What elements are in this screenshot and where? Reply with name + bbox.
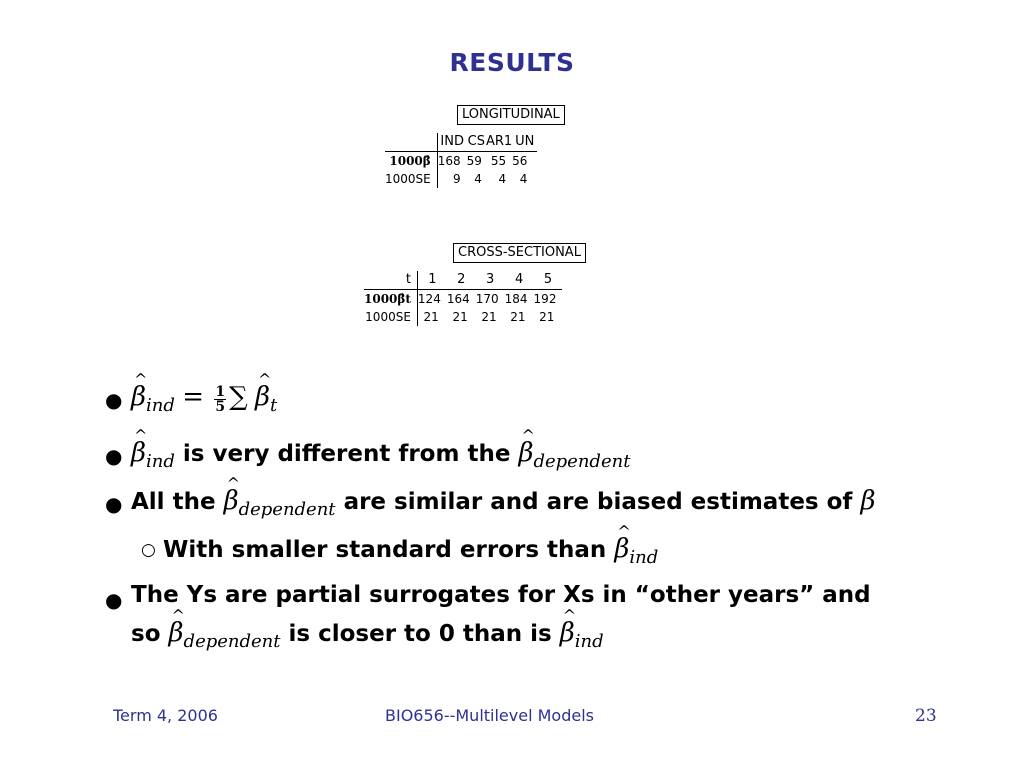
- row-label-se: 1000SE: [385, 170, 437, 188]
- table-cell: 4: [498, 172, 507, 186]
- longitudinal-table: [385, 133, 537, 188]
- bullet-text: is very different from the: [182, 441, 511, 467]
- beta-hat-symbol: ^ β: [131, 382, 146, 412]
- column-header: AR1: [486, 133, 512, 152]
- table-cell: 21: [510, 310, 526, 324]
- subscript: t: [269, 395, 278, 416]
- subscript: ind: [574, 631, 604, 652]
- header-corner: [385, 133, 437, 152]
- subscript: dependent: [533, 451, 631, 472]
- table-cell: 4: [474, 172, 482, 186]
- table-cell: 21: [423, 310, 439, 324]
- subscript: ind: [146, 451, 175, 472]
- beta-symbol: β: [860, 486, 876, 516]
- table-cell: 168: [437, 154, 461, 168]
- table-cell: 192: [533, 292, 557, 306]
- column-header: CS: [467, 133, 486, 152]
- cross-sectional-table: [364, 271, 562, 326]
- bullet-text: The Ys are partial surrogates for Xs in “other years” and: [131, 582, 871, 608]
- bullet-text: so: [131, 621, 161, 647]
- subscript: ind: [146, 395, 175, 416]
- table-cell: 170: [475, 292, 499, 306]
- bullet-circle-icon: ○: [141, 540, 156, 560]
- column-header: 3: [476, 271, 505, 290]
- row-label-se: 1000SE: [364, 308, 417, 326]
- beta-hat-symbol: ^ β: [131, 438, 146, 468]
- beta-hat-symbol: ^ β: [169, 618, 184, 648]
- column-header: 2: [447, 271, 476, 290]
- row-label-beta: 1000β̂: [385, 152, 437, 171]
- beta-hat-symbol: ^ β: [518, 438, 533, 468]
- beta-hat-symbol: ^ β: [224, 486, 239, 516]
- column-header: 4: [505, 271, 534, 290]
- subscript: dependent: [183, 631, 281, 652]
- longitudinal-caption: LONGITUDINAL: [457, 105, 565, 125]
- table-cell: 21: [452, 310, 468, 324]
- table-cell: 124: [417, 292, 441, 306]
- equals-sign: =: [182, 382, 205, 412]
- page-number: 23: [915, 706, 937, 726]
- bullet-text: All the: [131, 489, 216, 515]
- bullet-text: are similar and are biased estimates of: [343, 489, 853, 515]
- table-header-row: [385, 133, 537, 152]
- table-row: [385, 152, 537, 171]
- bullet-dot-icon: ●: [105, 444, 123, 468]
- table-header-row: [364, 271, 562, 290]
- fraction-numerator: 1: [215, 383, 226, 400]
- bullet-dot-icon: ●: [105, 588, 123, 612]
- bullet-text: is closer to 0 than is: [288, 621, 552, 647]
- table-row: [364, 290, 562, 309]
- column-header: UN: [512, 133, 537, 152]
- bullet-dot-icon: ●: [105, 388, 123, 412]
- bullet-dot-icon: ●: [105, 492, 123, 516]
- footer-course: BIO656--Multilevel Models: [385, 706, 594, 725]
- bullet-text: With smaller standard errors than: [163, 537, 607, 563]
- table-cell: 164: [446, 292, 470, 306]
- sum-symbol: ∑: [229, 382, 248, 412]
- table-cell: 21: [539, 310, 555, 324]
- table-cell: 9: [453, 172, 461, 186]
- subscript: ind: [629, 547, 659, 568]
- beta-hat-symbol: ^ β: [614, 534, 629, 564]
- column-header: IND: [437, 133, 466, 152]
- slide-title: RESULTS: [449, 48, 575, 77]
- table-row: [364, 308, 562, 326]
- table-cell: 59: [466, 154, 482, 168]
- beta-hat-symbol: ^ β: [255, 382, 270, 412]
- header-label-t: t: [364, 271, 417, 290]
- fraction-denominator: 5: [215, 398, 226, 415]
- footer-term: Term 4, 2006: [113, 706, 218, 725]
- table-cell: 56: [512, 154, 528, 168]
- table-cell: 184: [504, 292, 528, 306]
- beta-hat-symbol: ^ β: [560, 618, 575, 648]
- table-row: [385, 170, 537, 188]
- table-cell: 55: [490, 154, 507, 168]
- column-header: 5: [534, 271, 563, 290]
- subscript: dependent: [238, 499, 336, 520]
- fraction: [214, 385, 226, 414]
- cross-sectional-caption: CROSS-SECTIONAL: [453, 243, 586, 263]
- column-header: 1: [417, 271, 446, 290]
- table-cell: 4: [519, 172, 528, 186]
- table-cell: 21: [481, 310, 497, 324]
- row-label-beta-t: 1000β̂t: [364, 290, 417, 309]
